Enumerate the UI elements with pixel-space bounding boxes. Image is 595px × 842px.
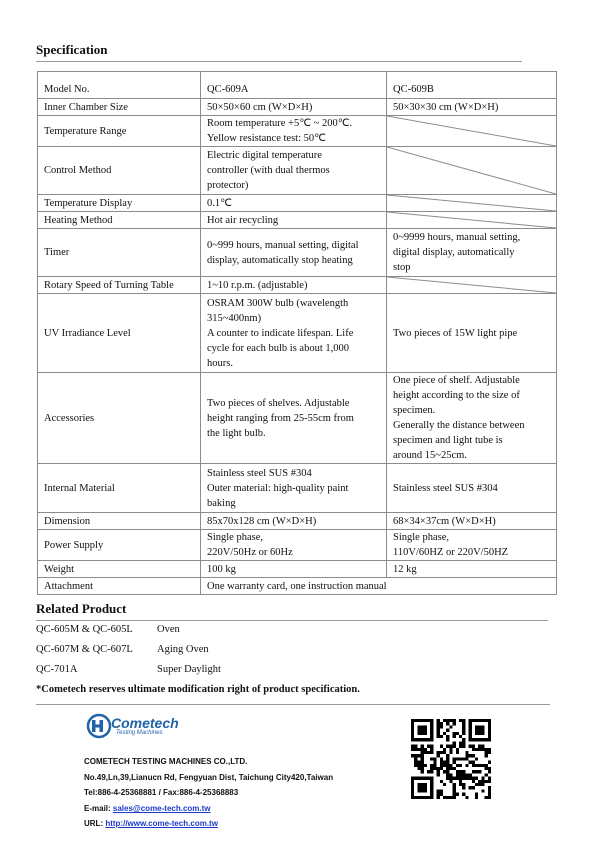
spec-value-line: One piece of shelf. Adjustable	[393, 375, 520, 386]
spec-value-line: Electric digital temperature	[207, 150, 322, 161]
company-name: COMETECH TESTING MACHINES CO.,LTD.	[84, 757, 248, 766]
spec-label: Accessories	[38, 373, 201, 464]
spec-value-line: Outer material: high-quality paint	[207, 482, 349, 494]
company-logo	[86, 713, 196, 739]
url-label: URL:	[84, 819, 106, 828]
spec-value-line: Room temperature +5℃ ~ 200℃.	[207, 118, 353, 129]
spec-label: Temperature Display	[38, 195, 201, 212]
related-product-model: QC-605M & QC-605L	[36, 624, 133, 635]
spec-value-line: 50×30×30 cm (W×D×H)	[393, 101, 499, 113]
logo-brand-text: Cometech	[111, 715, 179, 731]
spec-value-line: Hot air recycling	[207, 214, 279, 226]
company-url-line	[84, 819, 218, 828]
spec-row	[38, 99, 557, 116]
related-product-item	[36, 644, 209, 655]
spec-value-line: Single phase,	[207, 532, 263, 543]
spec-value-line: specimen.	[393, 405, 436, 416]
spec-value-line: around 15~25cm.	[393, 450, 467, 461]
spec-value-model-b	[387, 147, 557, 195]
spec-value-line: 1~10 r.p.m. (adjustable)	[207, 279, 308, 291]
related-product-model: QC-701A	[36, 664, 78, 675]
spec-label: Power Supply	[38, 530, 201, 561]
spec-value-model-a	[201, 229, 387, 277]
related-product-item	[36, 664, 221, 675]
cometech-logo-icon	[86, 713, 112, 739]
spec-value-line: Stainless steel SUS #304	[393, 482, 498, 494]
spec-value-model-b	[387, 99, 557, 116]
spec-value-line: 12 kg	[393, 563, 417, 575]
spec-value-model-b	[387, 464, 557, 513]
not-applicable-diagonal	[387, 277, 556, 293]
not-applicable-diagonal	[387, 147, 556, 194]
spec-row	[38, 373, 557, 464]
spec-value-line: 220V/50Hz or 60Hz	[207, 547, 293, 558]
spec-value-line: 100 kg	[207, 563, 236, 575]
spec-row	[38, 294, 557, 373]
spec-row	[38, 72, 557, 99]
spec-value-line: protector)	[207, 180, 249, 191]
related-product-name: Super Daylight	[157, 664, 221, 675]
spec-value-model-a	[201, 513, 387, 530]
spec-value-line: specimen and light tube is	[393, 435, 503, 446]
spec-value-model-a	[201, 195, 387, 212]
related-product-name: Aging Oven	[157, 644, 209, 655]
spec-value-line: cycle for each bulb is about 1,000	[207, 342, 349, 354]
spec-row	[38, 229, 557, 277]
spec-row	[38, 277, 557, 294]
spec-value-model-a	[201, 373, 387, 464]
spec-value-model-b	[387, 294, 557, 373]
spec-value-model-a	[201, 277, 387, 294]
spec-value-model-b	[387, 116, 557, 147]
spec-row	[38, 561, 557, 578]
spec-row	[38, 464, 557, 513]
spec-value-line: 315~400nm)	[207, 312, 262, 324]
spec-row	[38, 195, 557, 212]
spec-row	[38, 212, 557, 229]
spec-value-line: baking	[207, 497, 236, 509]
spec-value-line: One warranty card, one instruction manual	[207, 580, 387, 592]
spec-value-line: 50×50×60 cm (W×D×H)	[207, 101, 313, 113]
spec-value-model-b	[387, 513, 557, 530]
spec-label: Attachment	[38, 578, 201, 595]
spec-row	[38, 578, 557, 595]
spec-label: Rotary Speed of Turning Table	[38, 277, 201, 294]
spec-value-line: Generally the distance between	[393, 420, 525, 431]
heading-rule	[36, 61, 522, 62]
spec-value-model-a	[201, 116, 387, 147]
spec-value-line: 85x70x128 cm (W×D×H)	[207, 515, 317, 527]
section-heading-specification: Specification	[36, 42, 108, 57]
spec-value-line: 110V/60HZ or 220V/50HZ	[393, 547, 509, 558]
spec-disclaimer: *Cometech reserves ultimate modification right of product specification.	[36, 684, 360, 695]
spec-label: Temperature Range	[38, 116, 201, 147]
spec-value-line: hours.	[207, 357, 233, 369]
spec-value-model-a	[201, 294, 387, 373]
spec-label: Heating Method	[38, 212, 201, 229]
spec-value-line: Two pieces of shelves. Adjustable	[207, 397, 350, 409]
spec-value-line: Yellow resistance test: 50℃	[207, 133, 326, 144]
spec-value-model-a	[201, 72, 387, 99]
spec-label: Weight	[38, 561, 201, 578]
spec-value-line: stop	[393, 262, 411, 273]
not-applicable-diagonal	[387, 212, 556, 228]
spec-value-line: 68×34×37cm (W×D×H)	[393, 515, 496, 527]
spec-value-line: A counter to indicate lifespan. Life	[207, 327, 354, 339]
related-product-model: QC-607M & QC-607L	[36, 644, 133, 655]
spec-value-line: OSRAM 300W bulb (wavelength	[207, 297, 349, 309]
spec-value-line: controller (with dual thermos	[207, 165, 330, 176]
spec-value-line: 0.1℃	[207, 197, 232, 209]
spec-value-model-b	[387, 195, 557, 212]
spec-value-line: digital display, automatically	[393, 247, 515, 258]
spec-label: Timer	[38, 229, 201, 277]
spec-label: Control Method	[38, 147, 201, 195]
qr-code	[411, 719, 491, 799]
spec-label: UV Irradiance Level	[38, 294, 201, 373]
spec-table	[37, 71, 557, 595]
spec-value-model-b	[387, 373, 557, 464]
spec-value-line: Stainless steel SUS #304	[207, 467, 312, 479]
related-product-name: Oven	[157, 624, 180, 635]
spec-label: Inner Chamber Size	[38, 99, 201, 116]
footer-rule	[36, 704, 550, 705]
spec-value-model-b	[387, 212, 557, 229]
spec-value-line: QC-609A	[207, 83, 249, 95]
spec-value-line: Single phase,	[393, 532, 449, 543]
spec-value-model-a	[201, 212, 387, 229]
spec-value-line: Two pieces of 15W light pipe	[393, 327, 518, 339]
spec-label: Internal Material	[38, 464, 201, 513]
spec-value-line: height ranging from 25-55cm from	[207, 412, 354, 424]
not-applicable-diagonal	[387, 195, 556, 211]
company-address: No.49,Ln,39,Lianucn Rd, Fengyuan Dist, Taichung City420,Taiwan	[84, 773, 334, 782]
spec-row	[38, 116, 557, 147]
spec-row	[38, 513, 557, 530]
company-tel-fax: Tel:886-4-25368881 / Fax:886-4-25368883	[84, 788, 239, 797]
spec-value-model-b	[387, 229, 557, 277]
section-heading-related: Related Product	[36, 601, 127, 616]
spec-value-model-a	[201, 147, 387, 195]
company-email-line	[84, 804, 211, 813]
spec-value-model-b	[387, 277, 557, 294]
not-applicable-diagonal	[387, 116, 556, 146]
related-rule	[36, 620, 548, 621]
email-label: E-mail:	[84, 804, 113, 813]
website-link[interactable]: http://www.come-tech.com.tw	[105, 819, 218, 828]
spec-value-line: QC-609B	[393, 83, 434, 95]
spec-value-model-a	[201, 464, 387, 513]
spec-value-line: the light bulb.	[207, 427, 266, 439]
email-link[interactable]: sales@come-tech.com.tw	[112, 804, 211, 813]
logo-tagline: Testing Machines	[116, 730, 163, 736]
related-product-item	[36, 624, 180, 635]
spec-row	[38, 530, 557, 561]
spec-value-model-a	[201, 561, 387, 578]
spec-value-model-a	[201, 99, 387, 116]
spec-value-model-b	[387, 72, 557, 99]
spec-value-model-b	[387, 561, 557, 578]
spec-value-model-a	[201, 578, 557, 595]
spec-row	[38, 147, 557, 195]
spec-value-line: 0~999 hours, manual setting, digital	[207, 239, 359, 251]
spec-value-model-b	[387, 530, 557, 561]
spec-value-line: height according to the size of	[393, 390, 520, 401]
spec-value-line: display, automatically stop heating	[207, 254, 353, 266]
spec-label: Model No.	[38, 72, 201, 99]
spec-label: Dimension	[38, 513, 201, 530]
spec-value-model-a	[201, 530, 387, 561]
spec-value-line: 0~9999 hours, manual setting,	[393, 232, 521, 243]
